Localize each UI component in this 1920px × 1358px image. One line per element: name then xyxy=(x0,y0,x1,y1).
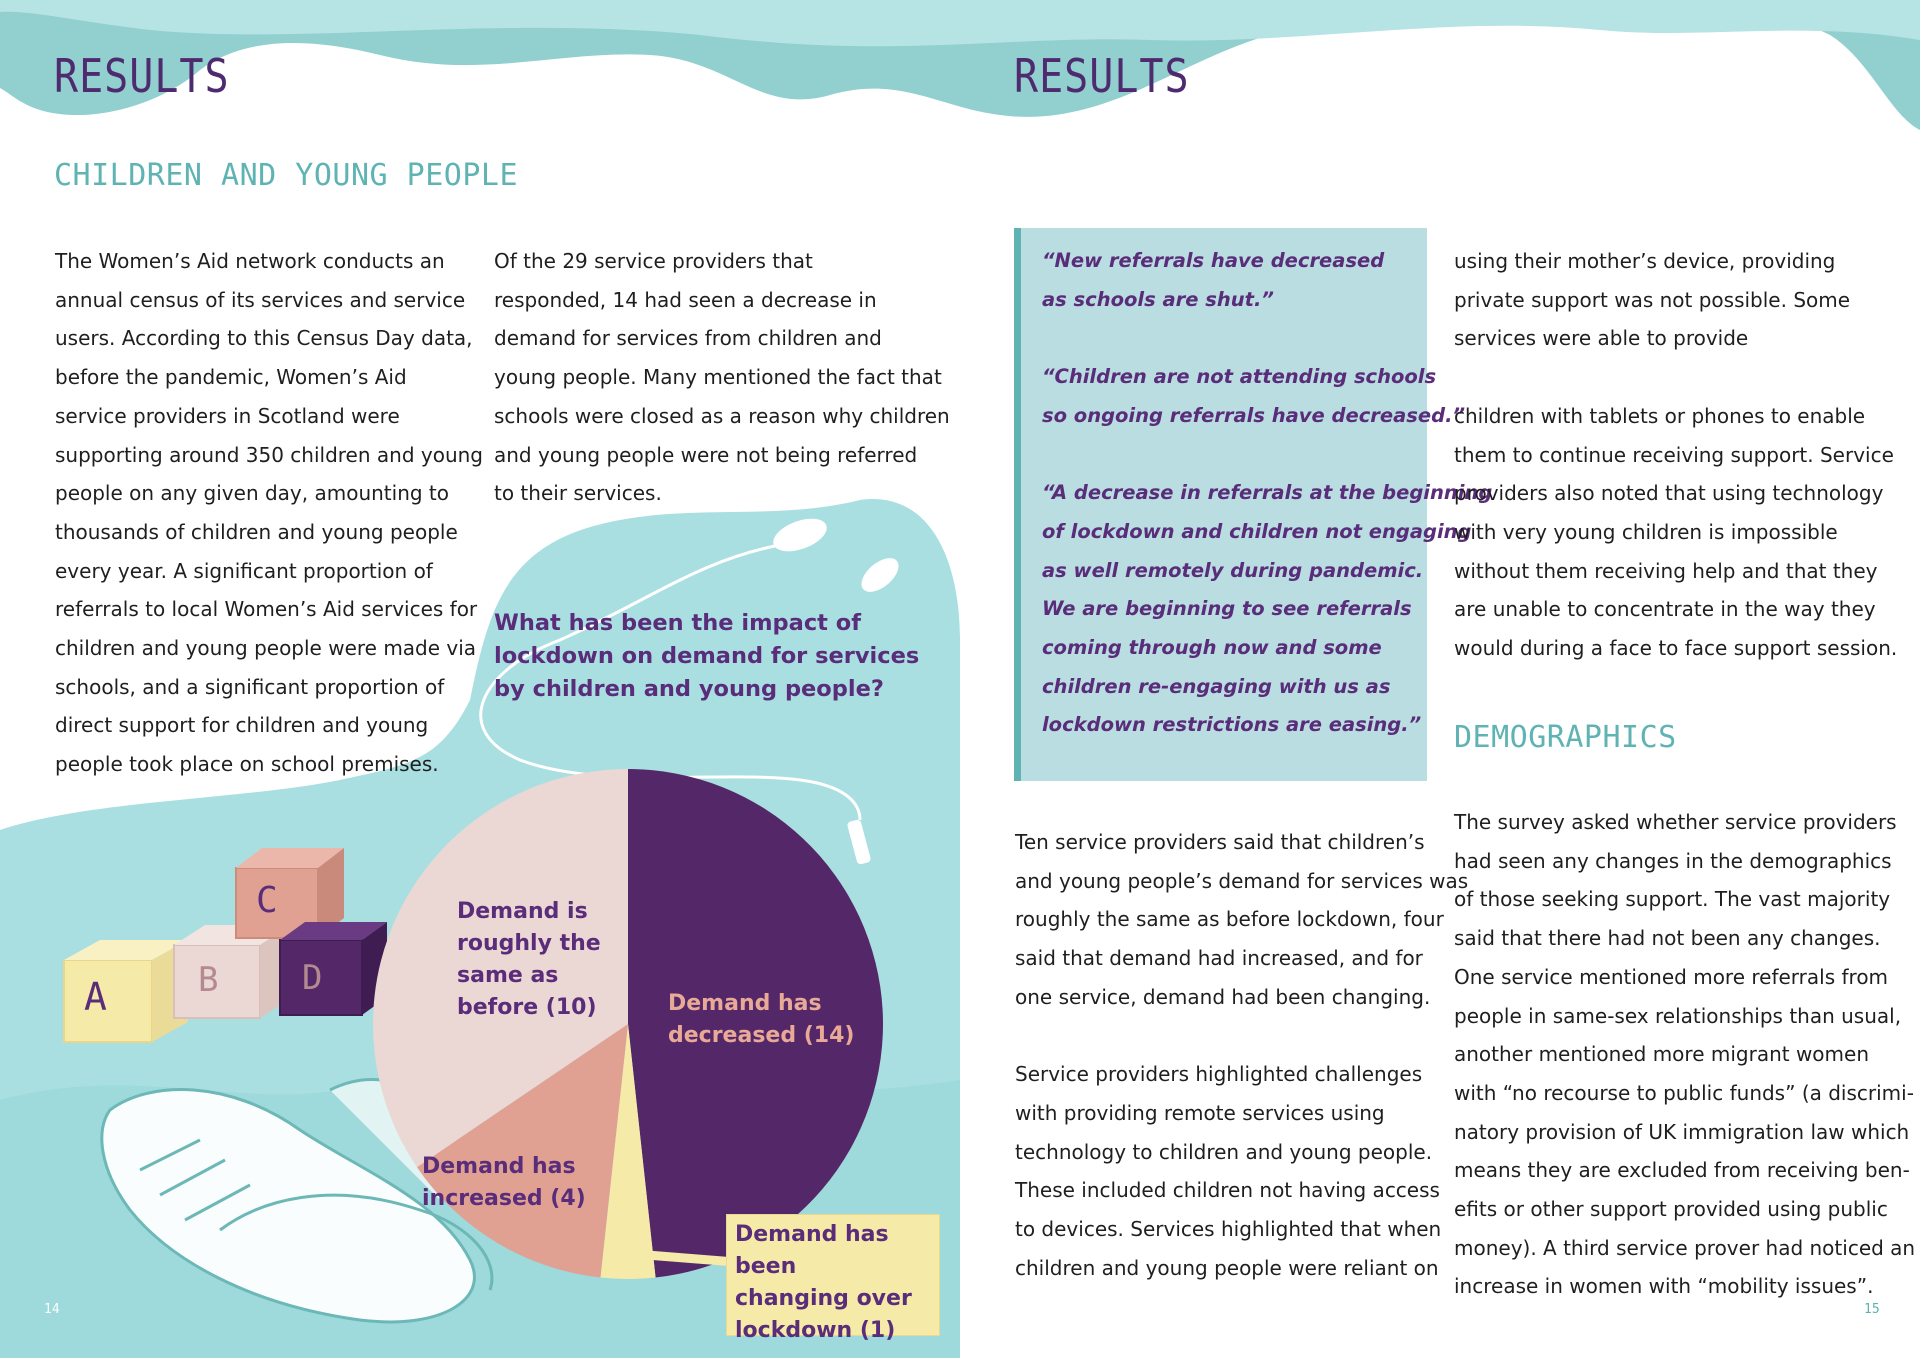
quote-line: children re-engaging with us as xyxy=(1042,674,1391,698)
label-line: before (10) xyxy=(457,995,597,1020)
text-line: people on any given day, amounting to xyxy=(55,481,450,506)
text-line: demand for services from children and xyxy=(494,326,882,351)
text-line: natory provision of UK immigration law which xyxy=(1454,1119,1910,1144)
text-line: before the pandemic, Women’s Aid xyxy=(55,365,407,390)
text-line: people took place on school premises. xyxy=(55,752,439,777)
quote-line: so ongoing referrals have decreased.” xyxy=(1042,403,1466,427)
text-line: supporting around 350 children and young xyxy=(55,442,483,467)
text-line: people in same-sex relationships than usual, xyxy=(1454,1003,1902,1028)
label-line: Demand is xyxy=(457,899,588,924)
quote-line: as well remotely during pandemic. xyxy=(1042,558,1424,582)
text-line: would during a face to face support session. xyxy=(1454,636,1898,661)
text-line: said that demand had increased, and for xyxy=(1015,946,1423,971)
text-line: private support was not possible. Some xyxy=(1454,287,1851,312)
text-line: The survey asked whether service providers xyxy=(1454,810,1897,834)
quote-line: lockdown restrictions are easing.” xyxy=(1042,713,1422,737)
quote-line: of lockdown and children not engaging xyxy=(1042,519,1472,543)
text-line: them to continue receiving support. Service xyxy=(1454,442,1894,467)
text-line xyxy=(1015,1017,1468,1056)
block-letter-a: A xyxy=(84,975,107,1019)
text-line: annual census of its services and service xyxy=(55,287,466,312)
left-page-number: 14 xyxy=(44,1302,60,1317)
quote-line xyxy=(1042,436,1492,475)
text-line: with “no recourse to public funds” (a discrimi- xyxy=(1454,1080,1914,1105)
label-line: Demand has xyxy=(668,991,822,1016)
right-page-number: 15 xyxy=(1864,1302,1880,1317)
text-line: These included children not having access xyxy=(1015,1178,1440,1203)
text-line: Ten service providers said that children’s xyxy=(1015,830,1425,854)
text-line: referrals to local Women’s Aid services for xyxy=(55,597,478,622)
chart-title-line: What has been the impact of xyxy=(494,610,861,636)
section-title-children: CHILDREN AND YOUNG PEOPLE xyxy=(54,158,519,193)
text-line: direct support for children and young xyxy=(55,713,429,738)
chart-title-line: lockdown on demand for services xyxy=(494,643,920,669)
text-line: technology to children and young people. xyxy=(1015,1139,1433,1164)
text-line: Of the 29 service providers that xyxy=(494,249,813,273)
text-line: The Women’s Aid network conducts an xyxy=(55,249,445,273)
text-line: services were able to provide xyxy=(1454,326,1749,351)
text-line: increase in women with “mobility issues”. xyxy=(1454,1274,1874,1299)
text-line: responded, 14 had seen a decrease in xyxy=(494,287,877,312)
text-line: One service mentioned more referrals from xyxy=(1454,964,1889,989)
text-line: service providers in Scotland were xyxy=(55,403,400,428)
label-changing-callout xyxy=(726,1214,940,1343)
text-line: children with tablets or phones to enable xyxy=(1454,403,1866,428)
label-line: Demand has xyxy=(422,1154,576,1179)
text-line: Service providers highlighted challenges xyxy=(1015,1062,1423,1087)
label-decreased xyxy=(668,988,854,1052)
text-line: to devices. Services highlighted that when xyxy=(1015,1217,1442,1242)
text-line: with providing remote services using xyxy=(1015,1100,1385,1125)
text-line: providers also noted that using technology xyxy=(1454,481,1884,506)
right-column-1 xyxy=(1015,823,1468,1287)
quote-line: “A decrease in referrals at the beginning xyxy=(1042,481,1493,505)
right-header-results: RESULTS xyxy=(1014,50,1190,104)
text-line: another mentioned more migrant women xyxy=(1454,1042,1870,1067)
right-column-2a xyxy=(1454,242,1897,668)
block-letter-b: B xyxy=(198,960,219,1000)
quote-line: We are beginning to see referrals xyxy=(1042,597,1412,621)
text-line: said that there had not been any changes. xyxy=(1454,926,1881,951)
label-same xyxy=(457,896,601,1024)
label-line: decreased (14) xyxy=(668,1023,855,1048)
label-line: roughly the xyxy=(457,931,601,956)
text-line: and young people’s demand for services was xyxy=(1015,868,1469,893)
text-line: roughly the same as before lockdown, four xyxy=(1015,907,1444,932)
text-line: efits or other support provided using public xyxy=(1454,1197,1888,1222)
text-line: with very young children is impossible xyxy=(1454,519,1838,544)
text-line: money). A third service prover had noticed an xyxy=(1454,1235,1916,1260)
label-line: changing over xyxy=(735,1286,912,1311)
text-line: every year. A significant proportion of xyxy=(55,558,433,583)
text-line xyxy=(1454,358,1897,397)
chart-title-line: by children and young people? xyxy=(494,676,884,702)
text-line: one service, demand had been changing. xyxy=(1015,984,1431,1009)
text-line: had seen any changes in the demographics xyxy=(1454,848,1892,873)
text-line: children and young people were reliant on xyxy=(1015,1255,1439,1280)
block-letter-c: C xyxy=(256,880,278,921)
text-line: are unable to concentrate in the way they xyxy=(1454,597,1876,622)
quote-line: “New referrals have decreased xyxy=(1042,249,1385,272)
quote-text xyxy=(1042,242,1492,745)
section-title-demographics: DEMOGRAPHICS xyxy=(1454,720,1677,755)
text-line: young people. Many mentioned the fact that xyxy=(494,365,942,390)
text-line: using their mother’s device, providing xyxy=(1454,249,1836,273)
text-line: without them receiving help and that they xyxy=(1454,558,1878,583)
text-line: children and young people were made via xyxy=(55,636,477,661)
text-line: and young people were not being referred xyxy=(494,442,918,467)
right-column-2b xyxy=(1454,803,1915,1306)
label-line: same as xyxy=(457,963,559,988)
quote-line: as schools are shut.” xyxy=(1042,287,1274,311)
quote-line: “Children are not attending schools xyxy=(1042,365,1437,389)
quote-line xyxy=(1042,319,1492,358)
label-line: lockdown (1) xyxy=(735,1318,896,1343)
text-line: thousands of children and young people xyxy=(55,519,458,544)
text-line: of those seeking support. The vast majority xyxy=(1454,887,1891,912)
label-line: Demand has been xyxy=(735,1222,889,1279)
text-line: users. According to this Census Day data, xyxy=(55,326,473,351)
text-line: means they are excluded from receiving ben- xyxy=(1454,1158,1910,1183)
label-line: increased (4) xyxy=(422,1186,586,1211)
text-line: to their services. xyxy=(494,481,662,506)
text-line: schools were closed as a reason why children xyxy=(494,403,950,428)
left-header-results: RESULTS xyxy=(54,50,230,104)
block-letter-d: D xyxy=(302,958,323,998)
quote-line: coming through now and some xyxy=(1042,636,1382,660)
label-increased xyxy=(422,1151,586,1215)
text-line: schools, and a significant proportion of xyxy=(55,674,445,699)
